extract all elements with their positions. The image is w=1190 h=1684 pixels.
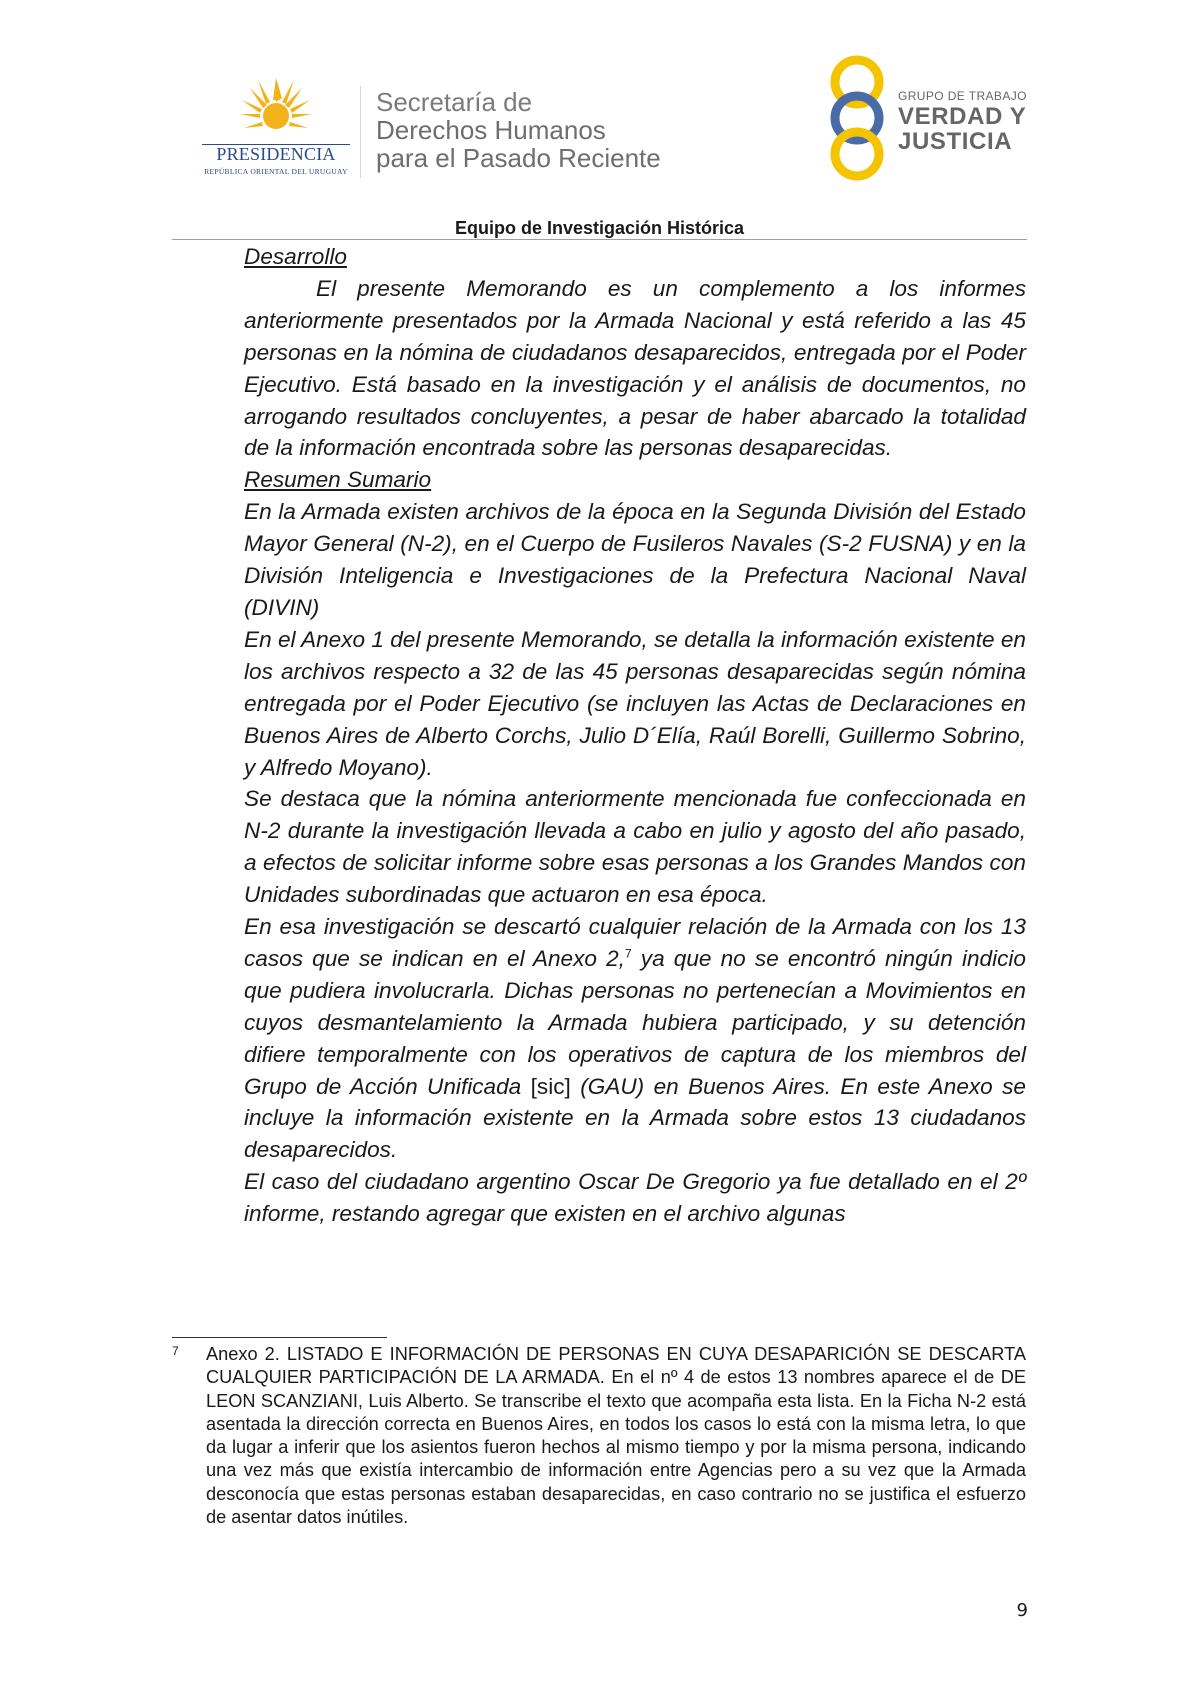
- sic-marker: [sic]: [530, 1073, 571, 1099]
- secretaria-logo-text: [376, 88, 661, 172]
- heading-resumen-sumario: Resumen Sumario: [244, 467, 432, 493]
- footnote-rule: [172, 1337, 387, 1338]
- paragraph-anexo-2: [244, 911, 1026, 1166]
- logo-divider: [360, 86, 361, 178]
- page-number: 9: [1016, 1600, 1028, 1621]
- paragraph-archivos: En la Armada existen archivos de la época en la Segunda División del Estado Mayor General (N-2), en el Cuerpo de Fusileros Navales (S-2 FUSNA) y en la División Inteligencia e Investigaciones de la Prefectura Nacional Naval (DIVIN): [244, 499, 1026, 620]
- page-header: [0, 0, 1190, 240]
- memo-body: [244, 241, 1026, 1230]
- sun-emblem-icon: [240, 78, 312, 142]
- verdad-line: VERDAD Y: [898, 103, 1027, 130]
- paragraph-anexo-2-part-c: (GAU) en Buenos Aires. En este Anexo se incluye la información existente en la Armada sobre estos 13 ciudadanos desaparecidos.: [244, 1073, 1026, 1163]
- footnote-reference[interactable]: 7: [624, 946, 632, 961]
- presidencia-subtitle: REPÚBLICA ORIENTAL DEL URUGUAY: [204, 167, 348, 176]
- paragraph-de-gregorio: El caso del ciudadano argentino Oscar De Gregorio ya fue detallado en el 2º informe, restando agregar que existen en el archivo algunas: [244, 1169, 1026, 1227]
- paragraph-anexo-2-part-b: ya que no se encontró ningún indicio que pudiera involucrarla. Dichas personas no pertenecían a Movimientos en cuyos desmantelamiento la Armada hubiera participado, y su detención difiere temporalmente con los operativos de captura de los miembros del Grupo de Acción Unificada: [244, 945, 1026, 1099]
- presidencia-name: PRESIDENCIA: [216, 144, 336, 164]
- interlocked-rings-icon: [822, 54, 892, 184]
- verdad-justicia-logo: [822, 54, 1032, 184]
- header-rule: [172, 239, 1027, 240]
- secretaria-line-2: Derechos Humanos: [376, 115, 606, 145]
- footnote-text: Anexo 2. LISTADO E INFORMACIÓN DE PERSONAS EN CUYA DESAPARICIÓN SE DESCARTA CUALQUIER PARTICIPACIÓN DE LA ARMADA. En el nº 4 de estos 13 nombres aparece el de DE LEON SCANZIANI, Luis Alberto. Se transcribe el texto que acompaña esta lista. En la Ficha N-2 está asentada la dirección correcta en Buenos Aires, en todos los casos lo está con la misma letra, lo que da lugar a inferir que los asientos fueron hechos al mismo tiempo y por la misma persona, indicando una vez más que existía intercambio de información entre Agencias pero a su vez que la Armada desconocía que estas personas estaban desaparecidas, en caso contrario no se justifica el esfuerzo de asentar datos inútiles.: [206, 1344, 1026, 1528]
- justicia-line: JUSTICIA: [898, 128, 1013, 155]
- verdad-justicia-title: [898, 104, 1026, 154]
- paragraph-nomina: Se destaca que la nómina anteriormente mencionada fue confeccionada en N-2 durante la investigación llevada a cabo en julio y agosto del año pasado, a efectos de solicitar informe sobre esas personas a los Grandes Mandos con Unidades subordinadas que actuaron en esa época.: [244, 786, 1026, 908]
- heading-desarrollo: Desarrollo: [244, 244, 347, 269]
- grupo-trabajo-label: GRUPO DE TRABAJO: [898, 89, 1027, 103]
- paragraph-intro: El presente Memorando es un complemento a los informes anteriormente presentados por la Armada Nacional y está referido a las 45 personas en la nómina de ciudadanos desaparecidos, entregada por el Poder Ejecutivo. Está basado en la investigación y el análisis de documentos, no arrogando resultados concluyentes, a pesar de haber abarcado la totalidad de la información encontrada sobre las personas desaparecidas.: [244, 275, 1026, 461]
- footnote-marker: 7: [172, 1344, 179, 1358]
- presidencia-logo: [196, 78, 356, 178]
- team-title: Equipo de Investigación Histórica: [454, 218, 745, 238]
- secretaria-line-1: Secretaría de: [376, 87, 533, 117]
- paragraph-anexo-1: En el Anexo 1 del presente Memorando, se detalla la información existente en los archivos respecto a 32 de las 45 personas desaparecidas según nómina entregada por el Poder Ejecutivo (se incluyen las Actas de Declaraciones en Buenos Aires de Alberto Corchs, Julio D´Elía, Raúl Borelli, Guillermo Sobrino, y Alfredo Moyano).: [244, 626, 1026, 780]
- secretaria-line-3: para el Pasado Reciente: [376, 143, 661, 173]
- paragraph-anexo-2-part-a: En esa investigación se descartó cualquier relación de la Armada con los 13 casos que se indican en el Anexo 2,: [244, 914, 1026, 971]
